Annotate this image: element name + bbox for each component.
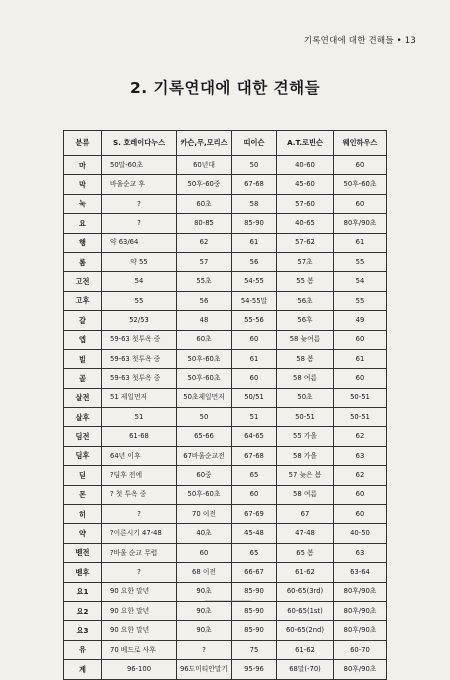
date-cell: 90초: [177, 582, 232, 601]
date-cell: 63-64: [334, 563, 387, 582]
date-cell: 54-55: [232, 272, 277, 291]
table-row: [64, 156, 387, 175]
column-header: 분류: [64, 131, 102, 156]
date-cell: ?바울 순교 무렵: [102, 543, 177, 562]
date-cell: 60-70: [334, 640, 387, 659]
book-name-cell: 딤전: [64, 427, 102, 446]
book-name-cell: 행: [64, 233, 102, 252]
date-cell: 52/53: [102, 311, 177, 330]
date-cell: 50-51: [334, 388, 387, 407]
date-cell: 67바울순교전: [177, 446, 232, 465]
date-cell: 60초: [177, 330, 232, 349]
date-cell: 61: [334, 349, 387, 368]
header-row: [64, 131, 387, 156]
date-cell: 96-100: [102, 660, 177, 679]
date-cell: 55: [102, 291, 177, 310]
date-cell: 63: [334, 543, 387, 562]
table-row: [64, 621, 387, 640]
table-row: [64, 330, 387, 349]
date-cell: 67-68: [232, 446, 277, 465]
date-cell: 60초: [177, 194, 232, 213]
date-cell: 65-66: [177, 427, 232, 446]
date-cell: 60: [232, 485, 277, 504]
date-cell: 67-68: [232, 175, 277, 194]
date-cell: 50-51: [277, 408, 334, 427]
date-cell: 96도미티안말기: [177, 660, 232, 679]
column-header: 띠이슨: [232, 131, 277, 156]
table-row: [64, 388, 387, 407]
book-name-cell: 딛: [64, 466, 102, 485]
date-cell: 68 이전: [177, 563, 232, 582]
date-cell: 55 봄: [277, 272, 334, 291]
date-cell: 약 63/64: [102, 233, 177, 252]
table-row: [64, 369, 387, 388]
date-cell: 60: [334, 194, 387, 213]
date-cell: 62: [334, 466, 387, 485]
table-row: [64, 291, 387, 310]
book-name-cell: 골: [64, 369, 102, 388]
table-row: [64, 640, 387, 659]
date-cell: ?: [102, 505, 177, 524]
table-row: [64, 660, 387, 679]
date-cell: 약 55: [102, 252, 177, 271]
date-cell: 90 요한 말년: [102, 582, 177, 601]
date-cell: 56: [177, 291, 232, 310]
date-cell: 62: [334, 427, 387, 446]
date-cell: ?: [102, 563, 177, 582]
date-cell: 66-67: [232, 563, 277, 582]
date-cell: ?: [102, 214, 177, 233]
date-cell: 58 봄: [277, 349, 334, 368]
book-name-cell: 마: [64, 156, 102, 175]
book-name-cell: 눅: [64, 194, 102, 213]
date-cell: 40-65: [277, 214, 334, 233]
date-cell: 58 늦여름: [277, 330, 334, 349]
date-cell: 57-62: [277, 233, 334, 252]
date-cell: 95-96: [232, 660, 277, 679]
table-row: [64, 446, 387, 465]
date-cell: 61: [232, 233, 277, 252]
date-cell: 60-65(1st): [277, 601, 334, 620]
date-cell: 80후/90초: [334, 601, 387, 620]
date-cell: 90 요한 말년: [102, 601, 177, 620]
date-cell: 50/51: [232, 388, 277, 407]
date-cell: 55 가을: [277, 427, 334, 446]
book-name-cell: 몬: [64, 485, 102, 504]
date-cell: 45-60: [277, 175, 334, 194]
table-row: [64, 466, 387, 485]
book-name-cell: 벧후: [64, 563, 102, 582]
date-cell: 65 봄: [277, 543, 334, 562]
date-cell: 60-65(3rd): [277, 582, 334, 601]
date-cell: 56후: [277, 311, 334, 330]
date-cell: 51: [232, 408, 277, 427]
date-cell: 60: [177, 543, 232, 562]
book-name-cell: 요2: [64, 601, 102, 620]
date-cell: 85-90: [232, 601, 277, 620]
date-cell: 바울순교 후: [102, 175, 177, 194]
date-cell: 56: [232, 252, 277, 271]
date-cell: 65: [232, 466, 277, 485]
book-name-cell: 요: [64, 214, 102, 233]
date-cell: 45-48: [232, 524, 277, 543]
date-cell: 80후/90초: [334, 582, 387, 601]
table-row: [64, 543, 387, 562]
date-cell: 51: [102, 408, 177, 427]
date-cell: 58 가을: [277, 446, 334, 465]
table-row: [64, 194, 387, 213]
date-cell: 51 제일먼저: [102, 388, 177, 407]
date-cell: 57-60: [277, 194, 334, 213]
book-name-cell: 빌: [64, 349, 102, 368]
date-cell: 50-51: [334, 408, 387, 427]
book-name-cell: 막: [64, 175, 102, 194]
date-cell: 59-63 첫투옥 중: [102, 330, 177, 349]
date-cell: 50: [232, 156, 277, 175]
date-cell: 61-62: [277, 640, 334, 659]
table-row: [64, 349, 387, 368]
running-head: 기록연대에 대한 견해들 • 13: [303, 36, 416, 46]
book-name-cell: 살전: [64, 388, 102, 407]
table-row: [64, 272, 387, 291]
date-cell: 48: [177, 311, 232, 330]
date-cell: 50: [177, 408, 232, 427]
book-name-cell: 딤후: [64, 446, 102, 465]
date-cell: 60: [334, 156, 387, 175]
date-cell: 55초: [177, 272, 232, 291]
date-cell: 55-56: [232, 311, 277, 330]
date-cell: 50후-60초: [177, 369, 232, 388]
date-cell: 65: [232, 543, 277, 562]
date-cell: 54: [334, 272, 387, 291]
date-cell: ?: [177, 640, 232, 659]
column-header: A.T.로빈슨: [277, 131, 334, 156]
book-name-cell: 약: [64, 524, 102, 543]
table-row: [64, 233, 387, 252]
table-row: [64, 175, 387, 194]
date-cell: 80후/90초: [334, 660, 387, 679]
date-cell: 85-90: [232, 621, 277, 640]
date-cell: 60중: [177, 466, 232, 485]
date-cell: 85-90: [232, 582, 277, 601]
date-cell: 62: [177, 233, 232, 252]
date-cell: 50후-60초: [334, 175, 387, 194]
date-cell: 90 요한 말년: [102, 621, 177, 640]
date-cell: 40초: [177, 524, 232, 543]
book-name-cell: 요3: [64, 621, 102, 640]
date-cell: 64년 이후: [102, 446, 177, 465]
book-name-cell: 요1: [64, 582, 102, 601]
date-cell: ?딤후 전에: [102, 466, 177, 485]
date-cell: 50후-60초: [177, 485, 232, 504]
table-row: [64, 524, 387, 543]
date-cell: 68말(-70): [277, 660, 334, 679]
book-name-cell: 갈: [64, 311, 102, 330]
date-cell: 60: [334, 369, 387, 388]
book-name-cell: 고후: [64, 291, 102, 310]
date-cell: 90초: [177, 601, 232, 620]
book-name-cell: 살후: [64, 408, 102, 427]
date-cell: 63: [334, 446, 387, 465]
table-row: [64, 505, 387, 524]
date-cell: 60-65(2nd): [277, 621, 334, 640]
date-cell: 64-65: [232, 427, 277, 446]
table-row: [64, 408, 387, 427]
book-name-cell: 엡: [64, 330, 102, 349]
date-cell: 59-63 첫투옥 중: [102, 369, 177, 388]
date-cell: 54: [102, 272, 177, 291]
date-cell: 54-55말: [232, 291, 277, 310]
date-cell: 80-85: [177, 214, 232, 233]
date-cell: 61-62: [277, 563, 334, 582]
date-cell: 80후/90초: [334, 214, 387, 233]
date-cell: 55: [334, 291, 387, 310]
date-cell: 57초: [277, 252, 334, 271]
date-cell: 58: [232, 194, 277, 213]
date-cell: 50초제일먼저: [177, 388, 232, 407]
date-cell: ?이른시기 47-48: [102, 524, 177, 543]
date-cell: 90초: [177, 621, 232, 640]
table-header: [64, 131, 387, 156]
date-cell: 70 베드로 사후: [102, 640, 177, 659]
book-name-cell: 유: [64, 640, 102, 659]
date-cell: 60: [334, 330, 387, 349]
table-row: [64, 563, 387, 582]
date-cell: 60: [232, 330, 277, 349]
date-cell: 40-50: [334, 524, 387, 543]
book-name-cell: 고전: [64, 272, 102, 291]
date-cell: 49: [334, 311, 387, 330]
date-cell: 61-68: [102, 427, 177, 446]
date-cell: 67-69: [232, 505, 277, 524]
date-cell: 57 늦은 봄: [277, 466, 334, 485]
table-row: [64, 485, 387, 504]
book-name-cell: 롬: [64, 252, 102, 271]
table-row: [64, 214, 387, 233]
date-cell: 60: [334, 485, 387, 504]
date-cell: 70 이전: [177, 505, 232, 524]
date-cell: 55: [334, 252, 387, 271]
date-cell: 50말-60초: [102, 156, 177, 175]
date-cell: 56초: [277, 291, 334, 310]
date-cell: 67: [277, 505, 334, 524]
faint-stamp-mark: ―――――――: [205, 596, 251, 604]
date-cell: 75: [232, 640, 277, 659]
date-cell: 60: [232, 369, 277, 388]
date-cell: 50초: [277, 388, 334, 407]
column-header: 카슨,무,모리스: [177, 131, 232, 156]
date-cell: 61: [232, 349, 277, 368]
date-cell: 85-90: [232, 214, 277, 233]
date-cell: 50후-60중: [177, 175, 232, 194]
page-title: 2. 기록연대에 대한 견해들: [129, 79, 321, 97]
date-cell: 60: [334, 505, 387, 524]
column-header: S. 호레이다누스: [102, 131, 177, 156]
date-cell: 50후-60초: [177, 349, 232, 368]
date-cell: 60년대: [177, 156, 232, 175]
date-cell: 61: [334, 233, 387, 252]
date-cell: 40-60: [277, 156, 334, 175]
table-row: [64, 311, 387, 330]
table-row: [64, 252, 387, 271]
book-name-cell: 히: [64, 505, 102, 524]
book-name-cell: 벧전: [64, 543, 102, 562]
date-cell: ?: [102, 194, 177, 213]
date-cell: 58 여름: [277, 369, 334, 388]
table-row: [64, 601, 387, 620]
book-name-cell: 계: [64, 660, 102, 679]
date-cell: 59-63 첫투옥 중: [102, 349, 177, 368]
date-cell: 80후/90초: [334, 621, 387, 640]
date-cell: ? 첫 투옥 중: [102, 485, 177, 504]
date-cell: 47-48: [277, 524, 334, 543]
table-row: [64, 427, 387, 446]
column-header: 웨인하우스: [334, 131, 387, 156]
date-cell: 57: [177, 252, 232, 271]
date-cell: 58 여름: [277, 485, 334, 504]
